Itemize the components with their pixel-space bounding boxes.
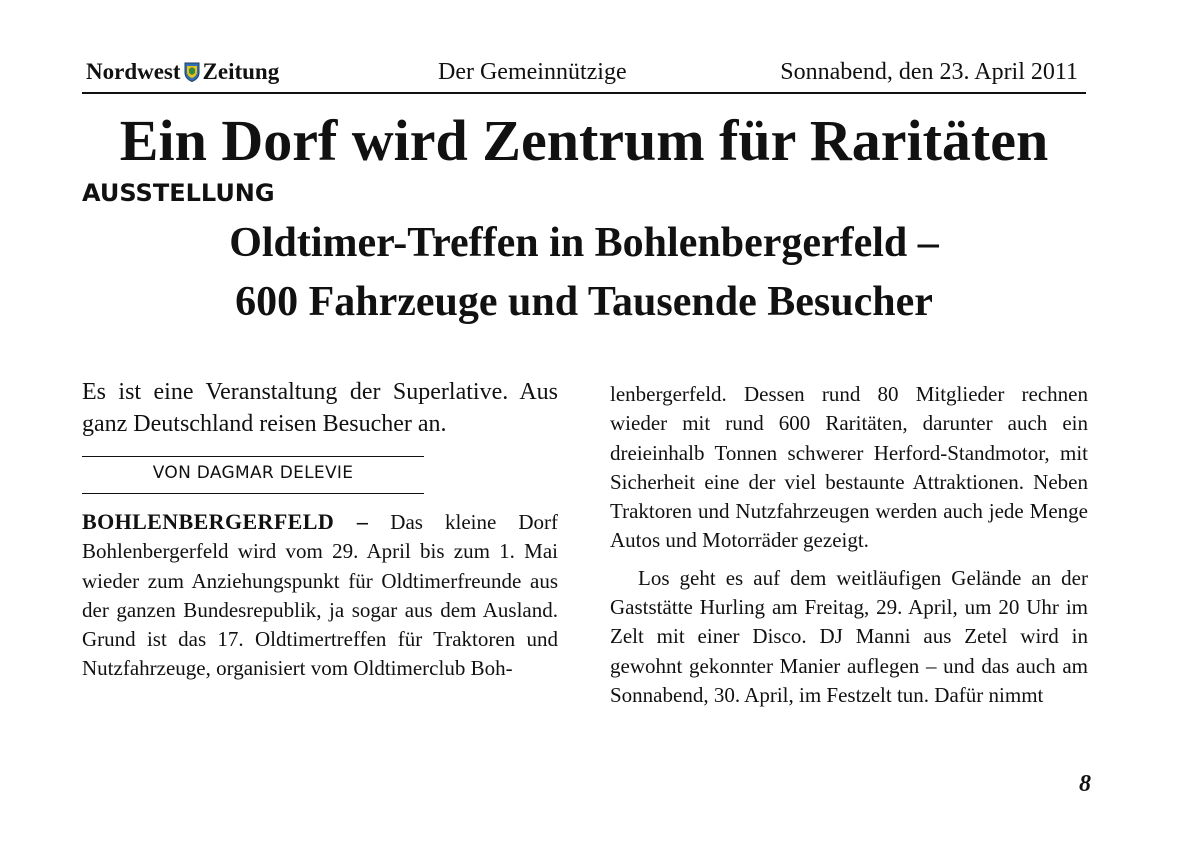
masthead bbox=[82, 58, 1086, 94]
lead-paragraph: Es ist eine Veranstaltung der Superlative. Aus ganz Deutschland reisen Besucher an. bbox=[82, 379, 558, 437]
body-paragraph-3: Los geht es auf dem weitläufigen Gelände an der Gaststätte Hurling am Freitag, 29. April, um 20 Uhr im Zelt mit einer Disco. DJ Manni aus Zetel wird in gewohnt gekonnter Manier auflegen – und das auch am Sonnabend, 30. April, im Festzelt tun. Dafür nimmt bbox=[610, 565, 1088, 707]
subheadline bbox=[82, 214, 1086, 332]
newspaper-name-part2: Zeitung bbox=[202, 59, 280, 84]
page-number: 8 bbox=[1079, 771, 1091, 797]
byline: VON DAGMAR DELEVIE bbox=[152, 463, 354, 483]
newspaper-name bbox=[86, 59, 279, 88]
column-right bbox=[610, 380, 1088, 710]
supplement-title: Der Gemeinnützige bbox=[438, 59, 627, 85]
body-text-col1: Das kleine Dorf Bohlenbergerfeld wird vom 29. April bis zum 1. Mai wieder zum Anziehungspunkt für Oldtimerfreunde aus der ganzen Bundesrepublik, ja sogar aus dem Ausland. Grund ist das 17. Oldtimertreffen für Traktoren und Nutzfahrzeuge, organisiert vom Oldtimerclub Boh- bbox=[82, 510, 559, 681]
dateline: BOHLENBERGERFELD – bbox=[82, 509, 369, 534]
issue-date: Sonnabend, den 23. April 2011 bbox=[780, 59, 1078, 85]
coat-of-arms-icon bbox=[184, 62, 200, 88]
column-left bbox=[82, 376, 558, 684]
headline: Ein Dorf wird Zentrum für Raritäten bbox=[119, 108, 1049, 173]
subheadline-line1: Oldtimer-Treffen in Bohlenbergerfeld – bbox=[229, 220, 939, 266]
body-paragraph-2: lenbergerfeld. Dessen rund 80 Mitglieder rechnen wieder mit rund 600 Raritäten, darunter auch ein dreieinhalb Tonnen schwerer Herford-Standmotor, mit Sicherheit eine der viel bestaunte Attraktionen. Neben Traktoren und Nutzfahrzeugen werden auch jede Menge Autos und Motorräder gezeigt. bbox=[610, 382, 1088, 553]
kicker: AUSSTELLUNG bbox=[82, 179, 275, 207]
subheadline-line2: 600 Fahrzeuge und Tausende Besucher bbox=[235, 279, 933, 325]
newspaper-name-part1: Nordwest bbox=[86, 59, 181, 84]
body-paragraph-1 bbox=[82, 507, 558, 684]
byline-box bbox=[82, 456, 424, 494]
